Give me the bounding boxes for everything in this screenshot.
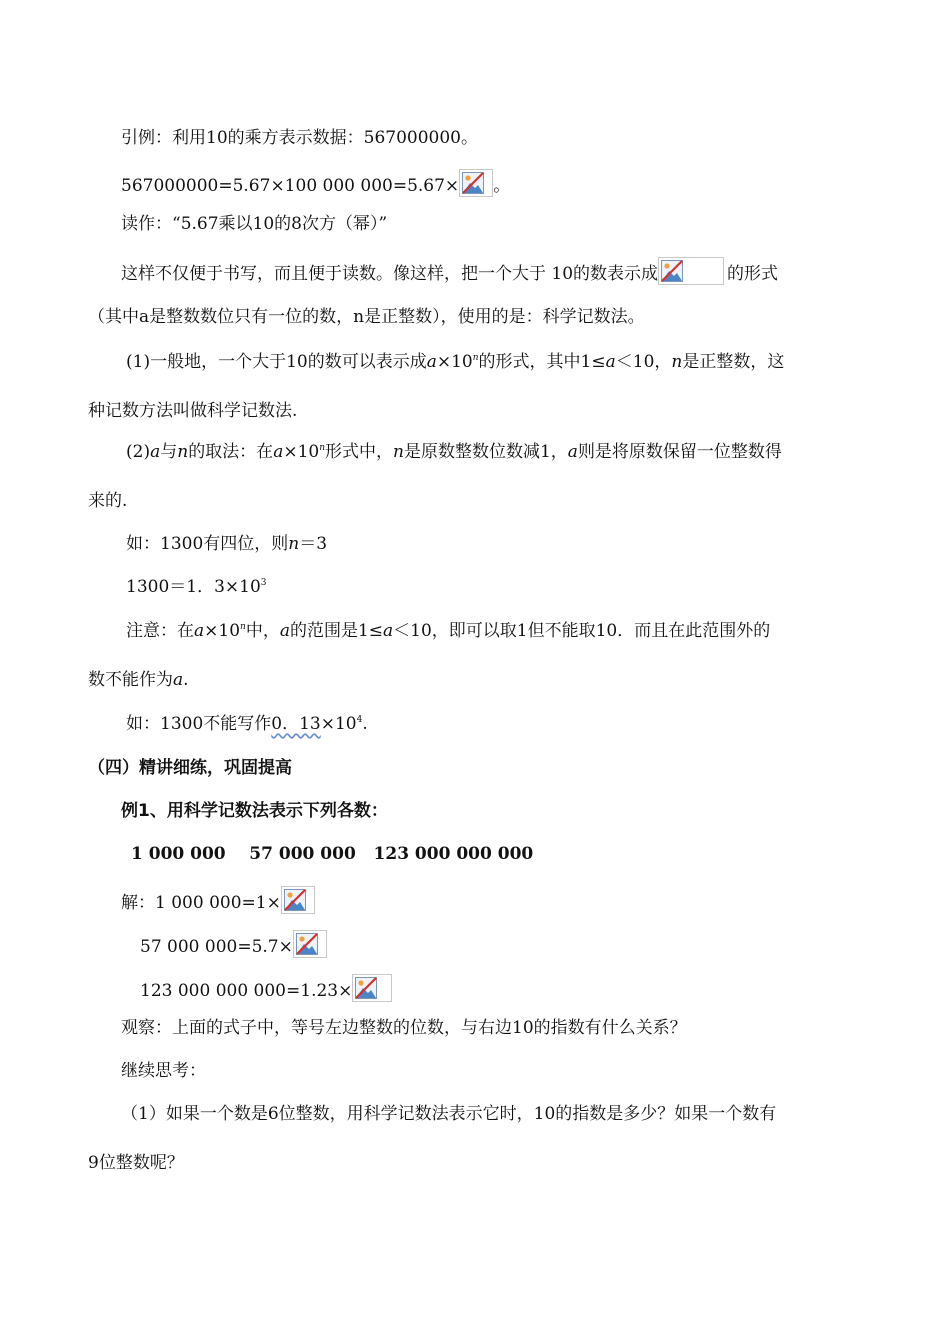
example-text: 如：1300有四位，则 xyxy=(126,534,289,554)
explanation-line-2: （其中a是整数数位只有一位的数，n是正整数），使用的是：科学记数法。 xyxy=(88,307,645,327)
var-a: a xyxy=(426,352,437,372)
counter-example xyxy=(126,713,368,735)
broken-image-icon xyxy=(355,977,377,999)
example-1-numbers: 1 000 000 57 000 000 123 000 000 000 xyxy=(131,844,534,864)
var-a: a xyxy=(273,442,284,462)
rule-text: 是正整数，这 xyxy=(682,352,785,372)
exp-n: n xyxy=(319,443,326,453)
note-text: 的范围是1≤ xyxy=(289,621,384,641)
var-n: n xyxy=(177,442,189,462)
times-ten: ×10 xyxy=(283,442,320,462)
rule-2-line-1 xyxy=(126,441,782,463)
rule-text: 与 xyxy=(160,442,178,462)
rule-text: 的形式，其中1≤ xyxy=(478,352,606,372)
observation: 观察：上面的式子中，等号左边整数的位数，与右边10的指数有什么关系？ xyxy=(121,1018,687,1038)
example-1-heading: 例1、用科学记数法表示下列各数： xyxy=(121,801,388,821)
var-a: a xyxy=(194,621,205,641)
example-text: 1300＝1．3×10 xyxy=(126,577,261,597)
solution-text: 57 000 000=5.7× xyxy=(140,937,293,957)
equation-567000000 xyxy=(121,169,510,197)
var-a: a xyxy=(567,442,578,462)
reading-note: 读作：“5.67乘以10的8次方（幂）” xyxy=(121,214,388,234)
exponent-image xyxy=(459,169,493,197)
example-1300-digits xyxy=(126,533,327,555)
solution-line-1 xyxy=(121,886,315,914)
var-n: n xyxy=(288,534,300,554)
solution-text: 123 000 000 000=1.23× xyxy=(140,981,353,1001)
exponent: 3 xyxy=(260,578,267,588)
note-text: 注意：在 xyxy=(126,621,194,641)
var-a: a xyxy=(150,442,161,462)
rule-text: ＜10， xyxy=(615,352,672,372)
example-1300-notation xyxy=(126,576,267,598)
example-text: . xyxy=(362,714,368,734)
var-a: a xyxy=(383,621,394,641)
var-a: a xyxy=(173,670,184,690)
question-1-line-1: （1）如果一个数是6位整数，用科学记数法表示它时，10的指数是多少？如果一个数有 xyxy=(121,1104,777,1124)
intro-example: 引例：利用10的乘方表示数据：567000000。 xyxy=(121,128,478,148)
exp-n: n xyxy=(472,353,479,363)
rule-text: 则是将原数保留一位整数得 xyxy=(577,442,782,462)
note-text: ＜10，即可以取1但不能取10．而且在此范围外的 xyxy=(393,621,771,641)
section-heading: （四）精讲细练，巩固提高 xyxy=(88,758,292,778)
explanation-text: 这样不仅便于书写，而且便于读数。像这样，把一个大于 10的数表示成 xyxy=(121,264,659,284)
exp-n: n xyxy=(240,622,246,632)
broken-image-icon xyxy=(462,172,484,194)
broken-image-icon xyxy=(661,260,683,282)
rule-text: (2) xyxy=(126,442,151,462)
rule-text: 形式中， xyxy=(325,442,394,462)
period: 。 xyxy=(493,176,511,196)
explanation-tail: 的形式 xyxy=(727,264,779,284)
solution-line-3 xyxy=(140,974,392,1002)
exponent: 4 xyxy=(356,715,363,725)
rule-text: 是原数整数位数减1， xyxy=(403,442,568,462)
times-ten: ×10 xyxy=(204,621,241,641)
note-text: . xyxy=(183,670,189,690)
var-a: a xyxy=(279,621,290,641)
rule-1-line-1 xyxy=(126,351,784,373)
times-ten: ×10 xyxy=(436,352,473,372)
exponent-image xyxy=(293,930,327,958)
continue-thinking: 继续思考： xyxy=(121,1061,206,1081)
example-text: ×10 xyxy=(320,714,357,734)
rule-text: 的取法：在 xyxy=(188,442,274,462)
solution-line-2 xyxy=(140,930,327,958)
note-text: 中， xyxy=(245,621,280,641)
example-text: ＝3 xyxy=(299,534,328,554)
form-image xyxy=(658,257,724,285)
solution-text: 解：1 000 000=1× xyxy=(121,893,281,913)
equation-text: 567000000=5.67×100 000 000=5.67× xyxy=(121,176,460,196)
exponent-image xyxy=(352,974,392,1002)
note-line-2 xyxy=(88,669,189,691)
note-line-1 xyxy=(126,620,770,642)
explanation-line-1 xyxy=(121,257,778,285)
note-text: 数不能作为 xyxy=(88,670,173,690)
var-n: n xyxy=(671,352,683,372)
var-n: n xyxy=(393,442,404,462)
wavy-underlined-number: 0．13 xyxy=(271,714,321,734)
question-1-line-2: 9位整数呢？ xyxy=(88,1153,184,1173)
rule-1-line-2: 种记数方法叫做科学记数法. xyxy=(88,401,298,421)
var-a: a xyxy=(605,352,616,372)
exponent-image xyxy=(281,886,315,914)
rule-2-line-2: 来的. xyxy=(88,491,128,511)
example-text: 如：1300不能写作 xyxy=(126,714,272,734)
broken-image-icon xyxy=(284,889,306,911)
broken-image-icon xyxy=(296,933,318,955)
rule-text: (1)一般地，一个大于10的数可以表示成 xyxy=(126,352,427,372)
